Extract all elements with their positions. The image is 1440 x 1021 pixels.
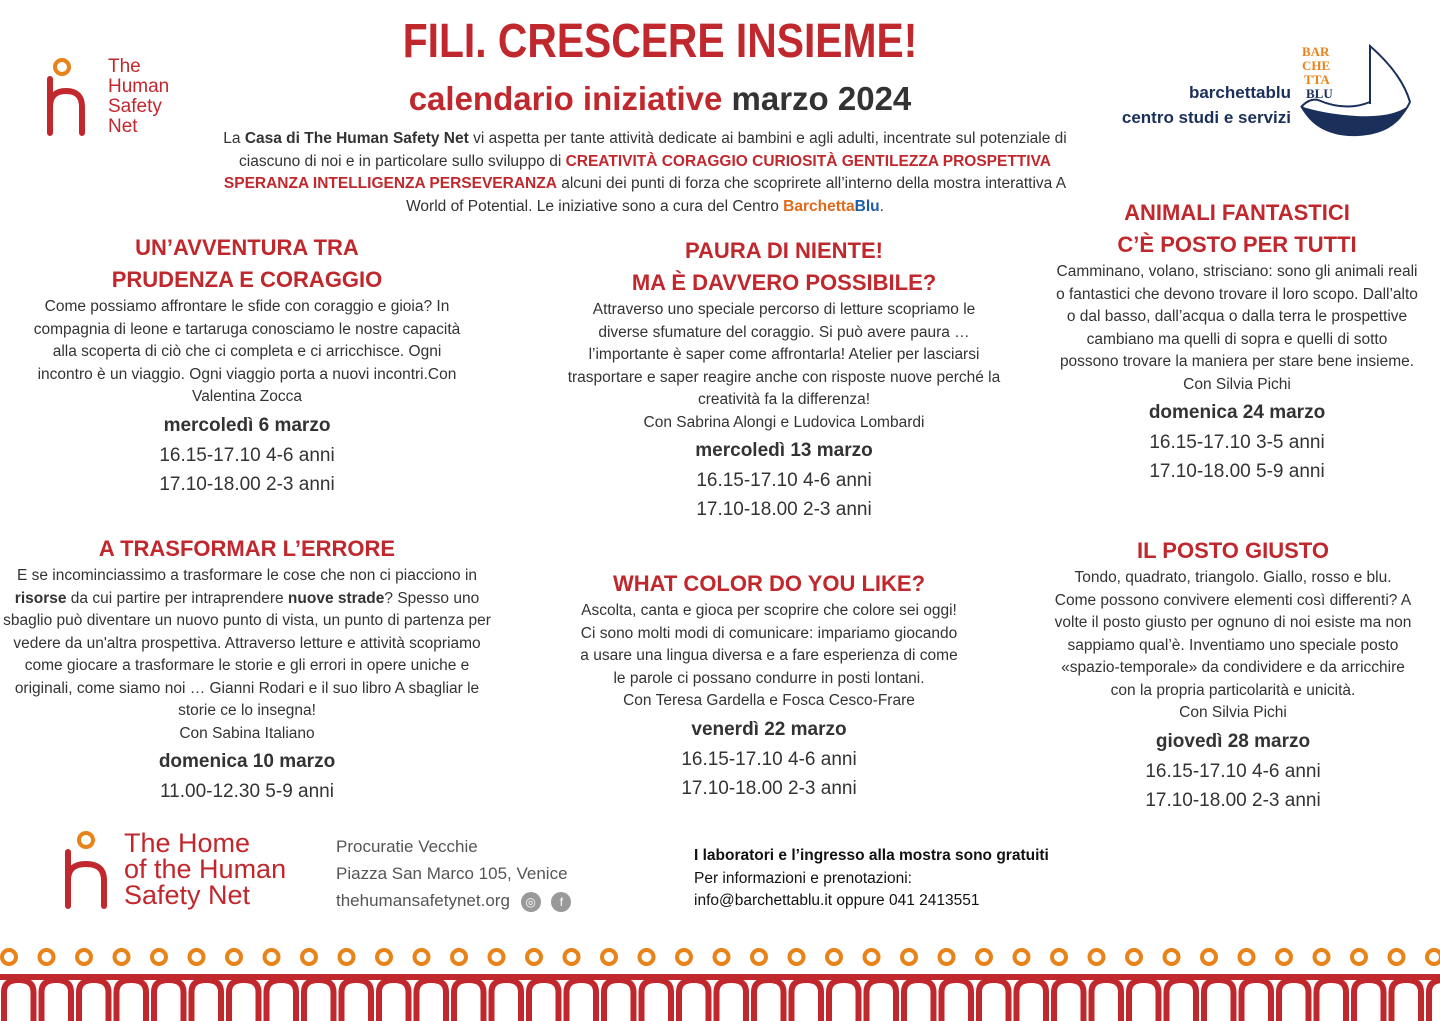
border-dot (1277, 950, 1291, 964)
event-date: giovedì 28 marzo (1155, 730, 1311, 752)
border-dot (527, 950, 541, 964)
border-arch (867, 980, 897, 1021)
event-date: mercoledì 13 marzo (695, 440, 873, 461)
border-arch (1392, 980, 1422, 1021)
event-time: 16.15-17.10 4-6 anni (681, 748, 857, 770)
border-arch (42, 980, 72, 1021)
svg-text:TTA: TTA (1304, 72, 1330, 87)
decorative-border (0, 930, 1440, 1021)
page-subtitle: calendario iniziative marzo 2024 (408, 80, 912, 117)
border-dot (2, 950, 16, 964)
address-line: Piazza San Marco 105, Venice (336, 864, 568, 883)
event-date: domenica 24 marzo (1148, 402, 1326, 423)
event-time: 17.10-18.00 2-3 anni (681, 777, 857, 799)
event-host: Con Sabina Italiano (179, 724, 315, 742)
intro-paragraph: La Casa di The Human Safety Net vi aspetta per tante attività dedicate ai bambini e agli adulti, incentrate sul potenziale di ciascuno di noi e in particolare sullo sviluppo di CREATIVITÀ CORAGGIO CURIOSITÀ GENTILEZZA PROSPETTIVA SPERANZA INTELLIGENZA PERSEVERANZA alcuni dei punti di forza che scoprirete all’interno della mostra interattiva A World of Potential. Le iniziative sono a cura del Centro BarchettaBlu. (223, 130, 1067, 215)
barchettablu-logo (1296, 40, 1416, 140)
border-arch (379, 980, 409, 1021)
border-arch (117, 980, 147, 1021)
event-avventura: UN’AVVENTURA TRA PRUDENZA E CORAGGIO Come possiamo affrontare le sfide con coraggio e gioia? In compagnia di leone e tartaruga conosciamo le nostre capacità alla scoperta di ciò che ci completa e ci arricchisce. Ogni incontro è un viaggio. Ogni viaggio porta a nuovi incontri.Con Valentina Zocca mercoledì 6 marzo 16.15-17.10 4-6 anni 17.10-18.00 2-3 anni (30, 232, 464, 499)
home-human-safety-net-logo: The Home of the Human Safety Net (60, 828, 330, 918)
border-arch (829, 980, 859, 1021)
border-arch (792, 980, 822, 1021)
contact-line[interactable]: info@barchettablu.it oppure 041 2413551 (694, 892, 980, 909)
border-arch (604, 980, 634, 1021)
border-dot (1090, 950, 1104, 964)
border-arch (1279, 980, 1309, 1021)
svg-text:CHE: CHE (1302, 58, 1331, 73)
event-date: venerdì 22 marzo (691, 718, 847, 740)
border-dot (677, 950, 691, 964)
instagram-icon[interactable]: ◎ (521, 892, 541, 912)
event-host: Con Teresa Gardella e Fosca Cesco-Frare (623, 692, 915, 709)
border-arch (942, 980, 972, 1021)
border-arch (1092, 980, 1122, 1021)
event-time: 16.15-17.10 4-6 anni (696, 470, 872, 491)
border-arch (1242, 980, 1272, 1021)
border-dot (790, 950, 804, 964)
border-arch (717, 980, 747, 1021)
border-dot (1390, 950, 1404, 964)
logo-text: The Human Safety Net (108, 56, 170, 137)
border-dot (902, 950, 916, 964)
border-dot (1427, 950, 1440, 964)
event-date: mercoledì 6 marzo (163, 414, 331, 436)
border-arch (154, 980, 184, 1021)
event-description: Come possiamo affrontare le sfide con coraggio e gioia? In compagnia di leone e tartaruga conosciamo le nostre capacità alla scoperta di ciò che ci completa e ci arricchisce. Ogni incontro è un viaggio. Ogni viaggio porta a nuovi incontri.Con Valentina Zocca (33, 298, 461, 405)
border-dot (1315, 950, 1329, 964)
border-dot (40, 950, 54, 964)
event-host: Con Silvia Pichi (1179, 704, 1287, 721)
border-dot (265, 950, 279, 964)
event-time: 16.15-17.10 4-6 anni (159, 444, 335, 466)
border-dot (227, 950, 241, 964)
event-animali: ANIMALI FANTASTICI C’È POSTO PER TUTTI Camminano, volano, strisciano: sono gli animali reali o fantastici che devono trovare il loro scopo. Dall’alto o dal basso, dall’acqua o dalla terra le prospettive cambiano ma quelli di sopra e quelli di sotto possono trovare la maniera per stare bene insieme. Con Silvia Pichi domenica 24 marzo 16.15-17.10 3-5 anni 17.10-18.00 5-9 anni (1056, 197, 1418, 486)
border-dot (1352, 950, 1366, 964)
barchettablu-label: barchettablu centro studi e servizi (1121, 83, 1291, 127)
border-arch (1429, 980, 1440, 1021)
info-block: I laboratori e l’ingresso alla mostra sono gratuiti Per informazioni e prenotazioni: info@barchettablu.it oppure 041 2413551 (694, 845, 1049, 913)
border-dot (977, 950, 991, 964)
border-arch (1017, 980, 1047, 1021)
h-logo-icon (60, 828, 120, 910)
border-arch (454, 980, 484, 1021)
event-time: 17.10-18.00 5-9 anni (1149, 461, 1325, 482)
border-dot (715, 950, 729, 964)
border-dot (865, 950, 879, 964)
border-arch (1354, 980, 1384, 1021)
event-description: Attraverso uno speciale percorso di letture scopriamo le diverse sfumature del coraggio. Si può avere paura … l’importante è saper come affrontarla! Atelier per lasciarsi trasportare e saper reagire anche con risposte nuove perché la creatività fa la differenza! (567, 301, 1001, 408)
event-time: 17.10-18.00 2-3 anni (159, 473, 335, 495)
page-title: FILI. CRESCERE INSIEME! (402, 15, 918, 68)
website-line (336, 887, 571, 914)
event-description: Tondo, quadrato, triangolo. Giallo, rosso e blu. Come possono convivere elementi così differenti? A volte il posto giusto per ognuno di noi esiste ma non sappiamo qual’è. Inventiamo uno speciale posto «spazio-temporale» da condividere e da arricchire con la propria particolarità e unicità. (1054, 569, 1412, 699)
border-arch (229, 980, 259, 1021)
border-arch (1167, 980, 1197, 1021)
border-arch (1204, 980, 1234, 1021)
event-description: Camminano, volano, strisciano: sono gli animali reali o fantastici che devono trovare il loro scopo. Dall’alto o dal basso, dall’acqua o dalla terra le prospettive cambiano ma quelli di sopra e quelli di sotto possono trovare la maniera per stare bene insieme. (1056, 263, 1418, 370)
border-dot (302, 950, 316, 964)
border-dot (1015, 950, 1029, 964)
event-trasformar: A TRASFORMAR L’ERRORE E se incominciassimo a trasformare le cose che non ci piacciono in risorse da cui partire per intraprendere nuove strade? Spesso uno sbaglio può diventare un nuovo punto di vista, un punto di partenza per vedere da un'altra prospettiva. Attraverso letture e attività scopriamo come giocare a trasformare le storie e gli errori in opere uniche e originali, come siamo noi … Gianni Rodari e il suo libro A sbagliar le storie ce lo insegna! Con Sabina Italiano domenica 10 marzo 11.00-12.30 5-9 anni (0, 533, 494, 806)
event-time: 16.15-17.10 3-5 anni (1149, 432, 1325, 453)
border-arch (1054, 980, 1084, 1021)
event-time: 11.00-12.30 5-9 anni (160, 781, 334, 802)
border-arch (567, 980, 597, 1021)
event-description: E se incominciassimo a trasformare le cose che non ci piacciono in risorse da cui partire per intraprendere nuove strade? Spesso uno sbaglio può diventare un nuovo punto di vista, un punto di partenza per vedere da un'altra prospettiva. Attraverso letture e attività scopriamo come giocare a trasformare le storie e gli errori in opere uniche e originali, come siamo noi … Gianni Rodari e il suo libro A sbagliar le storie ce lo insegna! (3, 567, 491, 719)
border-arch (754, 980, 784, 1021)
event-what-color: WHAT COLOR DO YOU LIKE? Ascolta, canta e gioca per scoprire che colore sei oggi! Ci sono molti modi di comunicare: impariamo giocando a usare una lingua diversa e a fare esperienza di come le parole ci possano condurre in posti lontani. Con Teresa Gardella e Fosca Cesco-Frare venerdì 22 marzo 16.15-17.10 4-6 anni 17.10-18.00 2-3 anni (580, 568, 958, 803)
website-link[interactable]: thehumansafetynet.org (336, 891, 510, 910)
border-arch (267, 980, 297, 1021)
address-line: Procuratie Vecchie (336, 837, 478, 856)
border-dot (565, 950, 579, 964)
border-arch (79, 980, 109, 1021)
event-paura: PAURA DI NIENTE! MA È DAVVERO POSSIBILE? Attraverso uno speciale percorso di letture scopriamo le diverse sfumature del coraggio. Si può avere paura … l’importante è saper come affrontarla! Atelier per lasciarsi trasportare e saper reagire anche con risposte nuove perché la creatività fa la differenza! Con Sabrina Alongi e Ludovica Lombardi mercoledì 13 marzo 16.15-17.10 4-6 anni 17.10-18.00 2-3 anni (566, 235, 1002, 524)
border-dot (152, 950, 166, 964)
border-arch (529, 980, 559, 1021)
border-dot (640, 950, 654, 964)
border-arch (4, 980, 34, 1021)
border-dot (940, 950, 954, 964)
border-dot (1202, 950, 1216, 964)
border-arch (342, 980, 372, 1021)
border-arch (192, 980, 222, 1021)
border-arch (304, 980, 334, 1021)
border-dot (1165, 950, 1179, 964)
border-dot (115, 950, 129, 964)
border-dot (1052, 950, 1066, 964)
border-dot (340, 950, 354, 964)
border-dot (1240, 950, 1254, 964)
border-dot (415, 950, 429, 964)
border-arch (1317, 980, 1347, 1021)
svg-text:BAR: BAR (1302, 44, 1330, 59)
border-arch (492, 980, 522, 1021)
event-description: Ascolta, canta e gioca per scoprire che colore sei oggi! Ci sono molti modi di comunicare: impariamo giocando a usare una lingua diversa e a fare esperienza di come le parole ci possano condurre in posti lontani. (580, 602, 958, 687)
border-arch (679, 980, 709, 1021)
event-time: 17.10-18.00 2-3 anni (696, 499, 872, 520)
border-arch (417, 980, 447, 1021)
event-host: Con Silvia Pichi (1183, 375, 1291, 393)
border-dot (77, 950, 91, 964)
border-dot (377, 950, 391, 964)
border-dot (190, 950, 204, 964)
boat-icon (1296, 40, 1416, 140)
border-arch (904, 980, 934, 1021)
event-date: domenica 10 marzo (158, 751, 336, 772)
border-dot (827, 950, 841, 964)
border-dot (602, 950, 616, 964)
event-posto-giusto: IL POSTO GIUSTO Tondo, quadrato, triangolo. Giallo, rosso e blu. Come possono convivere elementi così differenti? A volte il posto giusto per ognuno di noi esiste ma non sappiamo qual’è. Inventiamo uno speciale posto «spazio-temporale» da condividere e da arricchire con la propria particolarità e unicità. Con Silvia Pichi giovedì 28 marzo 16.15-17.10 4-6 anni 17.10-18.00 2-3 anni (1052, 535, 1414, 815)
event-host: Con Sabrina Alongi e Ludovica Lombardi (643, 413, 925, 431)
border-arch (979, 980, 1009, 1021)
border-dot (1127, 950, 1141, 964)
event-time: 16.15-17.10 4-6 anni (1145, 760, 1321, 782)
border-arch (1129, 980, 1159, 1021)
border-dot (452, 950, 466, 964)
address-block (336, 833, 571, 914)
event-time: 17.10-18.00 2-3 anni (1145, 789, 1321, 811)
border-arch (642, 980, 672, 1021)
border-dot (490, 950, 504, 964)
facebook-icon[interactable]: f (551, 892, 571, 912)
svg-text:BLU: BLU (1306, 86, 1333, 101)
border-dot (752, 950, 766, 964)
